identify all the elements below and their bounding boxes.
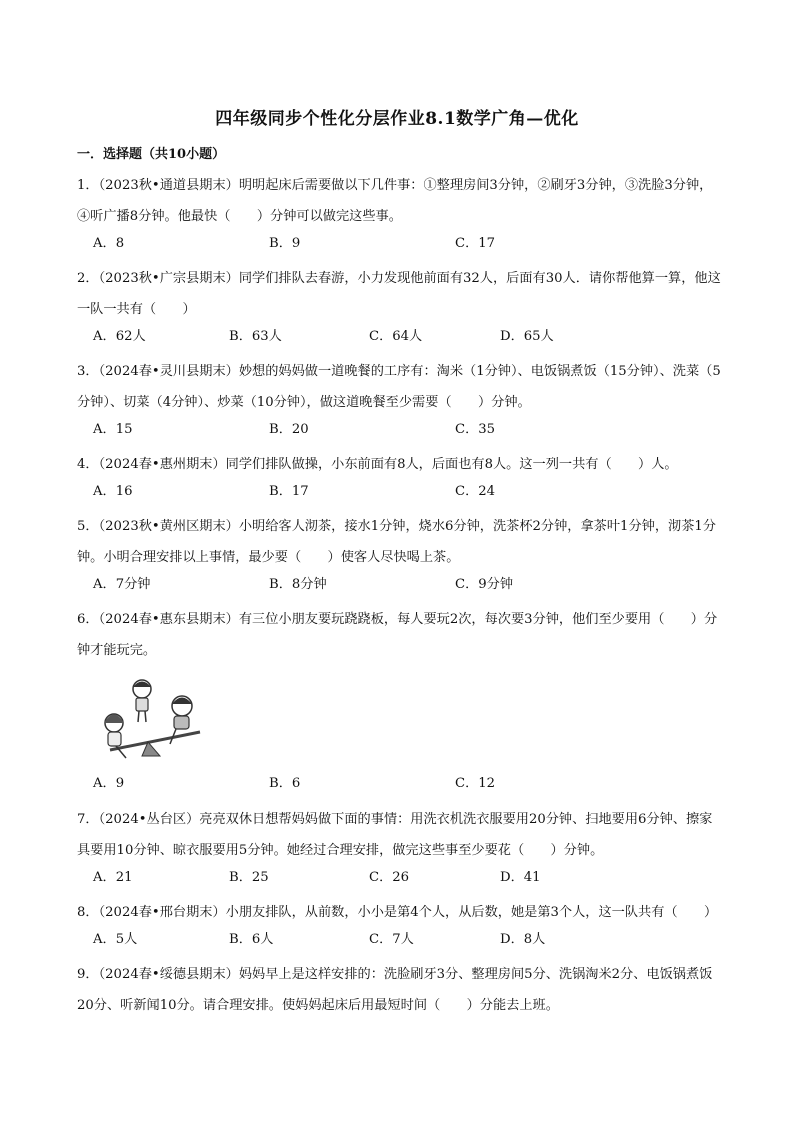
question-stem [77, 959, 722, 1021]
option-c: C．7人 [369, 932, 414, 947]
option-c: C．35 [455, 422, 496, 437]
question-stem [77, 449, 722, 480]
section-heading: 一．选择题（共10小题） [77, 147, 226, 162]
option-row [77, 480, 722, 506]
question-2 [77, 263, 722, 351]
option-row [77, 232, 722, 258]
option-a: A．15 [93, 422, 133, 437]
option-d: D．41 [500, 870, 541, 885]
option-b: B．20 [269, 422, 309, 437]
option-a: A．62人 [93, 329, 146, 344]
option-b: B．9 [269, 236, 301, 251]
question-source: （2024春•灵川县期末） [98, 364, 239, 379]
question-6-options [77, 772, 722, 798]
page-title: 四年级同步个性化分层作业8.1数学广角—优化 [215, 109, 579, 129]
question-number: 3． [77, 364, 99, 379]
question-source: （2024春•惠东县期末） [98, 612, 239, 627]
question-1 [77, 170, 722, 258]
question-source: （2024春•绥德县期末） [98, 967, 239, 982]
question-number: 1． [77, 178, 99, 193]
option-row [77, 325, 722, 351]
question-text: 同学们排队去春游，小力发现他前面有32人，后面有30人．请你帮他算一算，他这一队一共有（ ） [77, 271, 721, 317]
option-b: B．8分钟 [269, 577, 327, 592]
question-stem [77, 356, 722, 418]
option-b: B．6人 [229, 932, 274, 947]
option-a: A．7分钟 [93, 577, 151, 592]
question-9 [77, 959, 722, 1021]
question-source: （2024春•邢台期末） [98, 905, 226, 920]
option-d: D．65人 [500, 329, 554, 344]
option-b: B．6 [269, 776, 301, 791]
question-text: 小明给客人沏茶，接水1分钟，烧水6分钟，洗茶杯2分钟，拿茶叶1分钟，沏茶1分钟。小明合理安排以上事情，最少要（ ）使客人尽快喝上茶。 [77, 519, 716, 565]
question-stem [77, 263, 722, 325]
question-source: （2024•丛台区） [98, 812, 200, 827]
question-number: 5． [77, 519, 99, 534]
question-stem [77, 604, 722, 666]
option-row [77, 573, 722, 599]
option-b: B．17 [269, 484, 309, 499]
question-text: 妈妈早上是这样安排的：洗脸刷牙3分、整理房间5分、洗锅淘米2分、电饭锅煮饭20分、听新闻10分。请合理安排。使妈妈起床后用最短时间（ ）分能去上班。 [77, 967, 713, 1013]
question-source: （2023秋•广宗县期末） [98, 271, 239, 286]
question-source: （2024春•惠州期末） [98, 457, 226, 472]
option-a: A．9 [93, 776, 125, 791]
question-number: 8． [77, 905, 99, 920]
question-text: 小朋友排队，从前数，小小是第4个人，从后数，她是第3个人，这一队共有（ ） [225, 905, 718, 920]
option-c: C．12 [455, 776, 496, 791]
question-text: 妙想的妈妈做一道晚餐的工序有：淘米（1分钟）、电饭锅煮饭（15分钟）、洗菜（5分钟）、切菜（4分钟）、炒菜（10分钟），做这道晚餐至少需要（ ）分钟。 [77, 364, 721, 410]
question-text: 同学们排队做操，小东前面有8人，后面也有8人。这一列一共有（ ）人。 [225, 457, 678, 472]
question-number: 6． [77, 612, 99, 627]
question-8 [77, 897, 722, 954]
question-5 [77, 511, 722, 599]
option-row [77, 418, 722, 444]
question-stem [77, 804, 722, 866]
question-text: 明明起床后需要做以下几件事：①整理房间3分钟，②刷牙3分钟，③洗脸3分钟，④听广播8分钟。他最快（ ）分钟可以做完这些事。 [77, 178, 713, 224]
option-a: A．5人 [93, 932, 138, 947]
seesaw-illustration [96, 676, 216, 771]
option-b: B．63人 [229, 329, 282, 344]
question-7 [77, 804, 722, 892]
question-source: （2023秋•通道县期末） [98, 178, 239, 193]
option-c: C．9分钟 [455, 577, 514, 592]
question-3 [77, 356, 722, 444]
option-a: A．21 [93, 870, 133, 885]
option-a: A．16 [93, 484, 133, 499]
question-stem [77, 897, 722, 928]
option-row [77, 772, 722, 798]
question-text: 亮亮双休日想帮妈妈做下面的事情：用洗衣机洗衣服要用20分钟、扫地要用6分钟、擦家具要用10分钟、晾衣服要用5分钟。她经过合理安排，做完这些事至少要花（ ）分钟。 [77, 812, 713, 858]
question-number: 2． [77, 271, 99, 286]
option-c: C．26 [369, 870, 410, 885]
question-number: 4． [77, 457, 99, 472]
question-stem [77, 170, 722, 232]
question-number: 7． [77, 812, 99, 827]
option-c: C．17 [455, 236, 496, 251]
option-a: A．8 [93, 236, 125, 251]
option-c: C．64人 [369, 329, 423, 344]
question-6 [77, 604, 722, 666]
question-source: （2023秋•黄州区期末） [98, 519, 239, 534]
option-row [77, 866, 722, 892]
question-stem [77, 511, 722, 573]
option-row [77, 928, 722, 954]
question-4 [77, 449, 722, 506]
question-number: 9． [77, 967, 99, 982]
question-text: 有三位小朋友要玩跷跷板，每人要玩2次，每次要3分钟，他们至少要用（ ）分钟才能玩完。 [77, 612, 718, 658]
option-c: C．24 [455, 484, 496, 499]
option-b: B．25 [229, 870, 269, 885]
option-d: D．8人 [500, 932, 546, 947]
